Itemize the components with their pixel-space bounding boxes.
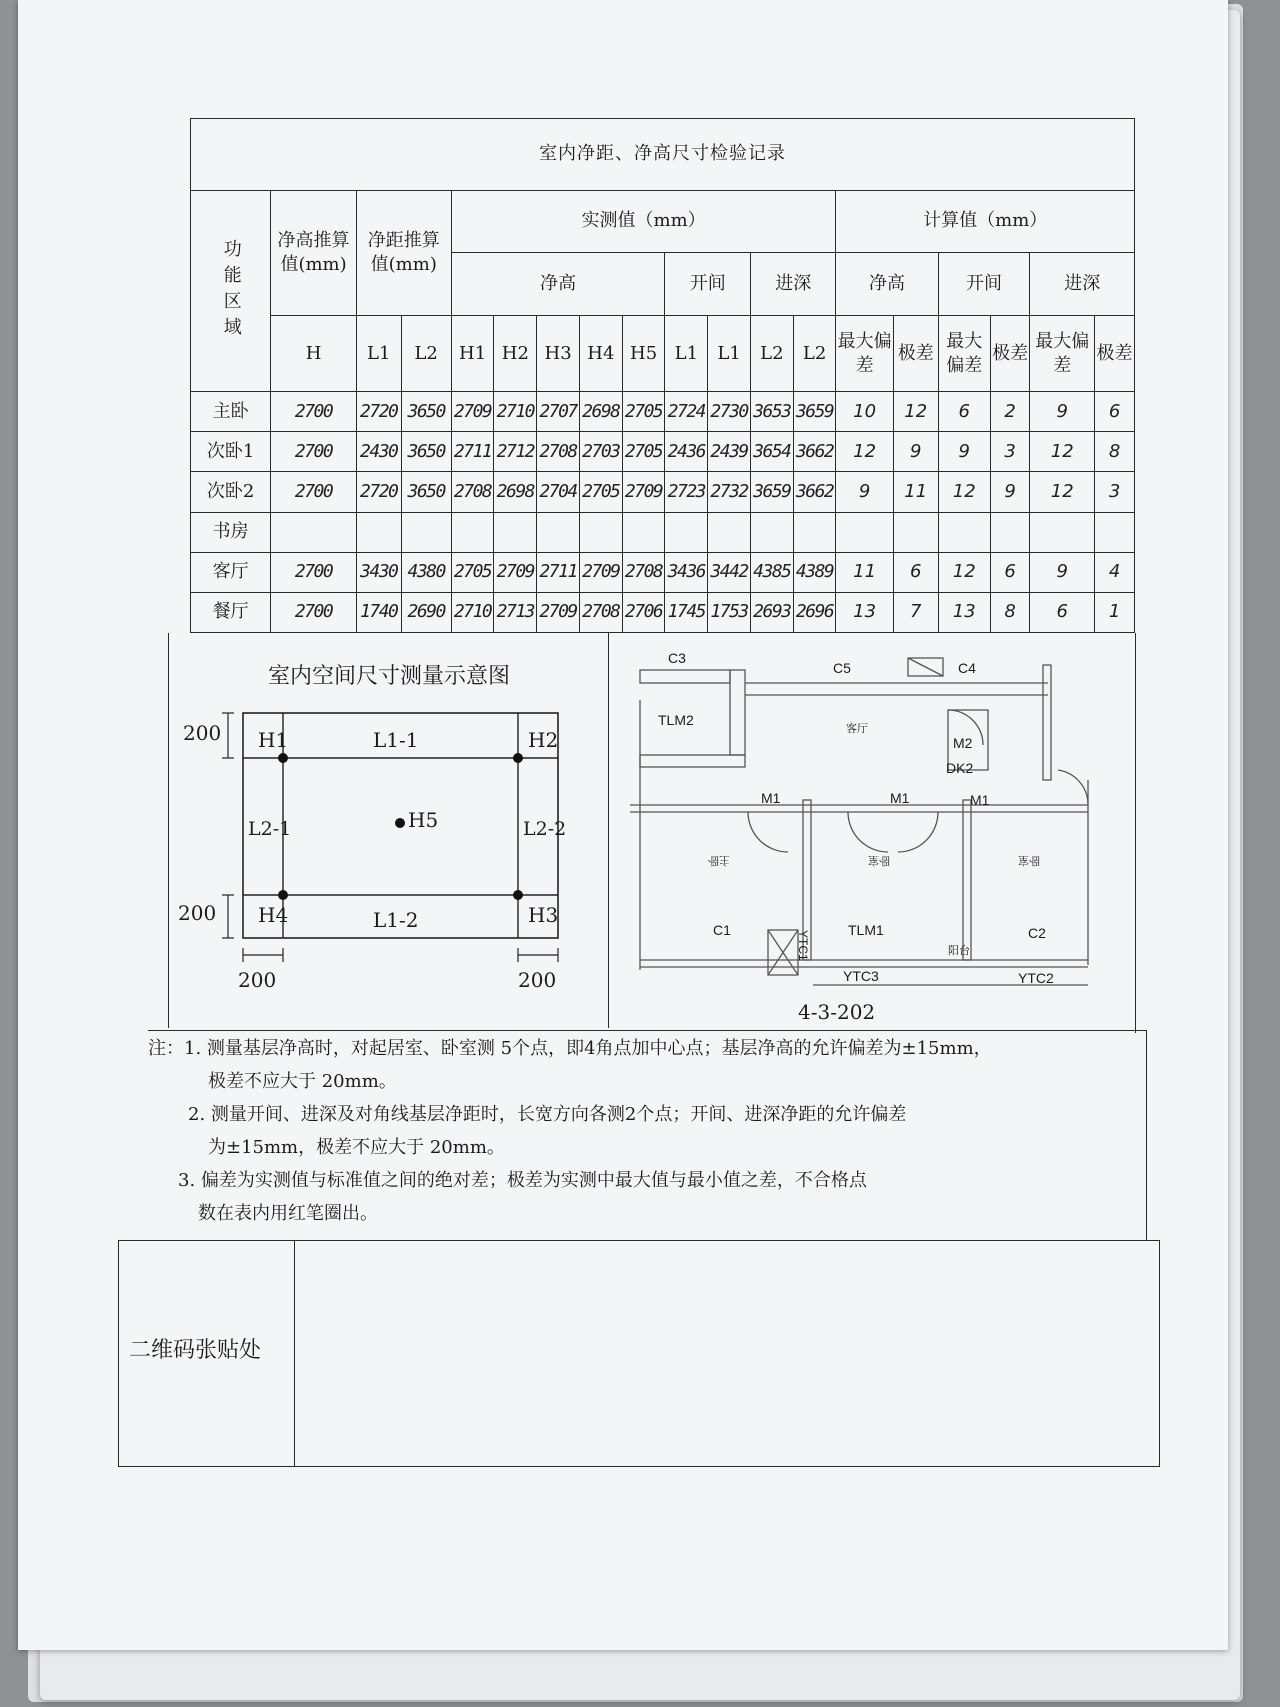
cell-calc-1: 13 (836, 592, 893, 632)
fp-label-DK2: DK2 (946, 760, 974, 776)
header-area: 功能区域 (191, 190, 271, 392)
floor-plan-svg (618, 640, 1128, 1000)
diagram-title: 室内空间尺寸测量示意图 (268, 664, 511, 689)
header-range-h: 极差 (893, 316, 938, 392)
cell-H: 2700 (271, 552, 357, 592)
cell-L2 (401, 512, 451, 552)
cell-calc-1: 9 (836, 472, 893, 512)
header-net-dist-calc: 净距推算值(mm) (356, 190, 451, 316)
cell-H2: 2713 (494, 592, 537, 632)
header-calculated: 计算值（mm） (836, 190, 1135, 253)
cell-calc-3 (938, 512, 990, 552)
fp-label-C3: C3 (668, 650, 686, 666)
cell-depth-1: 3653 (750, 392, 793, 432)
cell-H1: 2709 (451, 392, 494, 432)
cell-L1: 2430 (356, 432, 401, 472)
cell-H4: 2703 (579, 432, 622, 472)
label-H3: H3 (528, 903, 559, 927)
note-3: 3. 偏差为实测值与标准值之间的绝对差；极差为实测中最大值与最小值之差，不合格点 (178, 1170, 867, 1191)
fp-label-master: 主卧 (708, 854, 730, 867)
notes (148, 1032, 992, 1230)
cell-bay-1: 2723 (665, 472, 708, 512)
cell-bay-2: 3442 (708, 552, 751, 592)
cell-calc-1: 12 (836, 432, 893, 472)
header-calc-net-height: 净高 (836, 253, 938, 316)
table-row (191, 432, 1135, 472)
cell-H3 (537, 512, 580, 552)
label-L2-1: L2-1 (248, 818, 292, 840)
header-calc-bay: 开间 (938, 253, 1030, 316)
cell-L2: 4380 (401, 552, 451, 592)
fp-label-TLM2: TLM2 (658, 712, 694, 728)
label-L1-2: L1-2 (373, 908, 419, 932)
diagram-divider (608, 633, 609, 1028)
cell-calc-4: 9 (990, 472, 1030, 512)
cell-H2: 2710 (494, 392, 537, 432)
qr-label: 二维码张贴处 (129, 1338, 262, 1363)
cell-depth-1: 4385 (750, 552, 793, 592)
cell-calc-2: 9 (893, 432, 938, 472)
cell-bay-1: 3436 (665, 552, 708, 592)
table-row (191, 592, 1135, 632)
fp-label-M1a: M1 (761, 790, 781, 806)
header-measured-bay: 开间 (665, 253, 751, 316)
cell-calc-1: 10 (836, 392, 893, 432)
note-3-cont: 数在表内用红笔圈出。 (198, 1203, 378, 1224)
cell-H (271, 512, 357, 552)
cell-depth-1 (750, 512, 793, 552)
fp-label-YTC2: YTC2 (1018, 970, 1054, 986)
room-name: 主卧 (191, 392, 271, 432)
cell-H3: 2711 (537, 552, 580, 592)
cell-H1: 2708 (451, 472, 494, 512)
cell-L1: 2720 (356, 392, 401, 432)
header-bay-L1a: L1 (665, 316, 708, 392)
fp-label-M1c: M1 (970, 792, 990, 808)
cell-H1: 2705 (451, 552, 494, 592)
cell-calc-4: 8 (990, 592, 1030, 632)
cell-L1: 1740 (356, 592, 401, 632)
cell-H4: 2705 (579, 472, 622, 512)
header-H5: H5 (622, 316, 665, 392)
cell-H5: 2709 (622, 472, 665, 512)
header-max-dev-bay: 最大偏差 (938, 316, 990, 392)
cell-H2 (494, 512, 537, 552)
cell-calc-6: 4 (1095, 552, 1135, 592)
cell-L2: 2690 (401, 592, 451, 632)
label-H5: H5 (408, 808, 439, 832)
cell-calc-4 (990, 512, 1030, 552)
fp-label-YTC1: YTC1 (796, 930, 810, 961)
cell-depth-1: 3659 (750, 472, 793, 512)
header-H1: H1 (451, 316, 494, 392)
header-bay-L1b: L1 (708, 316, 751, 392)
cell-bay-2: 2732 (708, 472, 751, 512)
header-L1: L1 (356, 316, 401, 392)
fp-label-living: 客厅 (846, 722, 868, 735)
cell-calc-2: 6 (893, 552, 938, 592)
header-H3: H3 (537, 316, 580, 392)
cell-depth-2: 3662 (793, 472, 836, 512)
room-name: 次卧1 (191, 432, 271, 472)
cell-bay-1: 2436 (665, 432, 708, 472)
cell-H2: 2709 (494, 552, 537, 592)
cell-H4 (579, 512, 622, 552)
cell-H2: 2712 (494, 432, 537, 472)
cell-calc-5: 12 (1030, 472, 1095, 512)
cell-calc-4: 6 (990, 552, 1030, 592)
cell-calc-2: 12 (893, 392, 938, 432)
header-L2: L2 (401, 316, 451, 392)
cell-depth-2 (793, 512, 836, 552)
table-row (191, 472, 1135, 512)
cell-bay-1: 1745 (665, 592, 708, 632)
cell-calc-3: 12 (938, 472, 990, 512)
cell-L1: 2720 (356, 472, 401, 512)
diagram-right-border (1135, 633, 1136, 1033)
cell-calc-2: 7 (893, 592, 938, 632)
cell-bay-2: 2730 (708, 392, 751, 432)
cell-H5: 2705 (622, 432, 665, 472)
cell-H1 (451, 512, 494, 552)
header-measured-depth: 进深 (750, 253, 836, 316)
cell-L1: 3430 (356, 552, 401, 592)
fp-label-TLM1: TLM1 (848, 922, 884, 938)
cell-H4: 2709 (579, 552, 622, 592)
label-H1: H1 (258, 728, 289, 752)
note-2: 2. 测量开间、进深及对角线基层净距时，长宽方向各测2个点；开间、进深净距的允许偏差 (188, 1104, 907, 1125)
room-name: 书房 (191, 512, 271, 552)
header-max-dev-h: 最大偏差 (836, 316, 893, 392)
header-measured-net-height: 净高 (451, 253, 665, 316)
cell-calc-6: 3 (1095, 472, 1135, 512)
qr-section (118, 1240, 1160, 1467)
cell-bay-2 (708, 512, 751, 552)
table-title: 室内净距、净高尺寸检验记录 (191, 119, 1135, 191)
unit-number: 4-3-202 (798, 1000, 876, 1024)
cell-H3: 2707 (537, 392, 580, 432)
note-1: 注：1. 测量基层净高时，对起居室、卧室测 5个点，即4角点加中心点；基层净高的允许偏差为±15mm， (148, 1038, 992, 1059)
fp-label-balcony: 阳台 (948, 944, 970, 957)
measurement-diagram (148, 633, 608, 1028)
fp-label-M2: M2 (953, 735, 973, 751)
cell-bay-2: 1753 (708, 592, 751, 632)
cell-H3: 2704 (537, 472, 580, 512)
cell-calc-6: 1 (1095, 592, 1135, 632)
cell-calc-5: 9 (1030, 552, 1095, 592)
cell-calc-3: 6 (938, 392, 990, 432)
inspection-record-sheet (18, 0, 1228, 1650)
cell-L2: 3650 (401, 472, 451, 512)
cell-calc-2 (893, 512, 938, 552)
header-depth-L2b: L2 (793, 316, 836, 392)
cell-calc-5: 6 (1030, 592, 1095, 632)
cell-depth-1: 2693 (750, 592, 793, 632)
cell-depth-2: 3659 (793, 392, 836, 432)
cell-calc-6: 8 (1095, 432, 1135, 472)
header-H: H (271, 316, 357, 392)
cell-H1: 2711 (451, 432, 494, 472)
header-range-depth: 极差 (1095, 316, 1135, 392)
cell-bay-1: 2724 (665, 392, 708, 432)
cell-H4: 2698 (579, 392, 622, 432)
header-max-dev-depth: 最大偏差 (1030, 316, 1095, 392)
fp-label-YTC3: YTC3 (843, 968, 879, 984)
cell-H5: 2705 (622, 392, 665, 432)
label-H4: H4 (258, 903, 289, 927)
floor-plan (618, 640, 1128, 1025)
dim-bottom-right: 200 (518, 968, 557, 992)
label-H2: H2 (528, 728, 559, 752)
header-calc-depth: 进深 (1030, 253, 1135, 316)
cell-L2: 3650 (401, 432, 451, 472)
note-1-cont: 极差不应大于 20mm。 (208, 1071, 397, 1092)
cell-depth-2: 2696 (793, 592, 836, 632)
cell-calc-4: 2 (990, 392, 1030, 432)
cell-calc-1 (836, 512, 893, 552)
label-L2-2: L2-2 (523, 818, 567, 840)
cell-calc-2: 11 (893, 472, 938, 512)
note-2-cont: 为±15mm，极差不应大于 20mm。 (208, 1137, 505, 1158)
cell-H2: 2698 (494, 472, 537, 512)
header-measured: 实测值（mm） (451, 190, 836, 253)
cell-H: 2700 (271, 472, 357, 512)
cell-calc-1: 11 (836, 552, 893, 592)
fp-label-C5: C5 (833, 660, 851, 676)
cell-H5: 2706 (622, 592, 665, 632)
cell-calc-6: 6 (1095, 392, 1135, 432)
cell-calc-4: 3 (990, 432, 1030, 472)
header-range-bay: 极差 (990, 316, 1030, 392)
cell-calc-5: 9 (1030, 392, 1095, 432)
fp-label-bed1: 卧室 (868, 854, 890, 867)
cell-bay-2: 2439 (708, 432, 751, 472)
room-name: 餐厅 (191, 592, 271, 632)
fp-label-bed2: 卧室 (1018, 854, 1040, 867)
room-name: 次卧2 (191, 472, 271, 512)
room-name: 客厅 (191, 552, 271, 592)
table-body (191, 392, 1135, 633)
cell-H3: 2708 (537, 432, 580, 472)
cell-H1: 2710 (451, 592, 494, 632)
cell-H5: 2708 (622, 552, 665, 592)
label-L1-1: L1-1 (373, 728, 419, 752)
cell-H: 2700 (271, 432, 357, 472)
dim-bottom-left: 200 (238, 968, 277, 992)
header-net-height-calc: 净高推算值(mm) (271, 190, 357, 316)
qr-label-cell (119, 1241, 295, 1466)
cell-calc-3: 13 (938, 592, 990, 632)
diagram-left-border (168, 633, 169, 1028)
cell-calc-6 (1095, 512, 1135, 552)
table-row (191, 392, 1135, 432)
fp-label-C4: C4 (958, 660, 976, 676)
header-H4: H4 (579, 316, 622, 392)
header-depth-L2a: L2 (750, 316, 793, 392)
cell-calc-3: 9 (938, 432, 990, 472)
cell-H: 2700 (271, 592, 357, 632)
cell-calc-3: 12 (938, 552, 990, 592)
fp-label-C1: C1 (713, 922, 731, 938)
table-row (191, 512, 1135, 552)
header-H2: H2 (494, 316, 537, 392)
table-row (191, 552, 1135, 592)
cell-calc-5: 12 (1030, 432, 1095, 472)
cell-L1 (356, 512, 401, 552)
cell-depth-2: 4389 (793, 552, 836, 592)
cell-H5 (622, 512, 665, 552)
measurement-table (190, 118, 1135, 633)
fp-label-C2: C2 (1028, 925, 1046, 941)
fp-label-M1b: M1 (890, 790, 910, 806)
cell-H: 2700 (271, 392, 357, 432)
cell-L2: 3650 (401, 392, 451, 432)
cell-bay-1 (665, 512, 708, 552)
dim-left-bottom: 200 (178, 901, 217, 925)
cell-depth-1: 3654 (750, 432, 793, 472)
cell-H3: 2709 (537, 592, 580, 632)
cell-depth-2: 3662 (793, 432, 836, 472)
cell-H4: 2708 (579, 592, 622, 632)
dim-left-top: 200 (183, 721, 222, 745)
cell-calc-5 (1030, 512, 1095, 552)
